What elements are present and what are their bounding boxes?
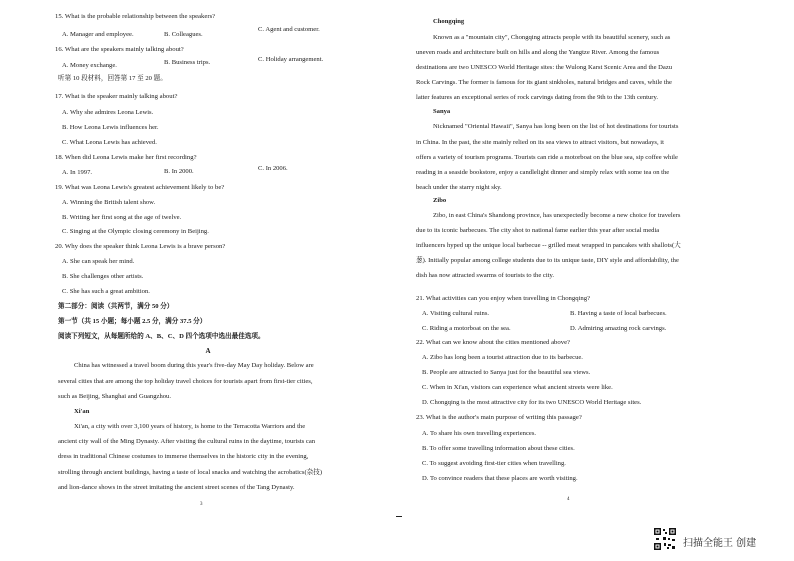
q22-option-a: A. Zibo has long been a tourist attraction due to its barbecue. — [422, 354, 583, 361]
q18-question: 18. When did Leona Lewis make her first recording? — [55, 154, 197, 161]
xian-line: ancient city wall of the Ming Dynasty. After visiting the cultural ruins in the daytime, tourists can — [58, 438, 316, 445]
chongqing-line: latter features an exceptional series of rock carvings dating from the 9th to the 13th century. — [416, 94, 658, 101]
chongqing-heading: Chongqing — [433, 18, 465, 25]
section-one-heading: 第一节（共 15 小题；每小题 2.5 分，满分 37.5 分） — [58, 318, 207, 325]
q16-option-c: C. Holiday arrangement. — [258, 56, 324, 63]
intro-line: China has witnessed a travel boom during this year's five-day May Day holiday. Below are — [74, 362, 314, 369]
chongqing-line: Rock Carvings. The former is famous for its giant sinkholes, natural bridges and caves, while the — [416, 79, 672, 86]
q15-question: 15. What is the probable relationship between the speakers? — [55, 13, 216, 20]
q20-question: 20. Why does the speaker think Leona Lewis is a brave person? — [55, 243, 226, 250]
q18-option-c: C. In 2006. — [258, 165, 288, 172]
sanya-line: beach under the starry night sky. — [416, 184, 502, 191]
page-number-right: 4 — [567, 497, 570, 502]
q16-option-b: B. Business trips. — [164, 59, 211, 66]
zibo-line: influencers hyped up the unique local barbecue -- grilled meat wrapped in pancakes with shallots(大 — [416, 242, 681, 249]
right-page — [397, 0, 794, 561]
q15-option-c: C. Agent and customer. — [258, 26, 320, 33]
q17-question: 17. What is the speaker mainly talking about? — [55, 93, 178, 100]
reading-instruction: 阅读下列短文，从每题所给的 A、B、C、D 四个选项中选出最佳选项。 — [58, 333, 265, 340]
sanya-heading: Sanya — [433, 108, 451, 115]
intro-line: such as Beijing, Shanghai and Guangzhou. — [58, 393, 171, 400]
zibo-heading: Zibo — [433, 197, 447, 204]
q23-option-d: D. To convince readers that these places are worth visiting. — [422, 475, 578, 482]
q19-option-c: C. Singing at the Olympic closing ceremony in Beijing. — [62, 228, 209, 235]
q15-option-b: B. Colleagues. — [164, 31, 203, 38]
q19-option-a: A. Winning the British talent show. — [62, 199, 156, 206]
zibo-line: 葱). Initially popular among college students due to its unique taste, DIY style and affordability, the — [416, 257, 679, 264]
q18-option-b: B. In 2000. — [164, 168, 194, 175]
chongqing-line: Known as a "mountain city", Chongqing attracts people with its beautiful scenery, such as — [433, 34, 671, 41]
q23-option-a: A. To share his own travelling experiences. — [422, 430, 537, 437]
q15-option-a: A. Manager and employee. — [62, 31, 134, 38]
page-divider-mark — [396, 516, 402, 517]
passage-label: A — [205, 347, 211, 355]
q17-option-a: A. Why she admires Leona Lewis. — [62, 109, 154, 116]
xian-line: strolling through ancient buildings, having a taste of local snacks and watching the acrobatics(杂技) — [58, 469, 323, 476]
q22-option-d: D. Chongqing is the most attractive city for its two UNESCO World Heritage sites. — [422, 399, 642, 406]
q20-option-a: A. She can speak her mind. — [62, 258, 135, 265]
q21-option-b: B. Having a taste of local barbecues. — [570, 310, 667, 317]
q17-option-c: C. What Leona Lewis has achieved. — [62, 139, 157, 146]
q21-option-c: C. Riding a motorboat on the sea. — [422, 325, 511, 332]
q19-question: 19. What was Leona Lewis's greatest achievement likely to be? — [55, 184, 225, 191]
q23-option-b: B. To offer some travelling information about these cities. — [422, 445, 575, 452]
xian-heading: Xi'an — [74, 408, 90, 415]
scanner-watermark: 扫描全能王 创建 — [683, 538, 757, 549]
chongqing-line: uneven roads and architecture built on hills and along the Yangtze River. Among the famous — [416, 49, 660, 56]
q21-question: 21. What activities can you enjoy when travelling in Chongqing? — [416, 295, 591, 302]
zibo-line: dish has now attracted swarms of tourists to the city. — [416, 272, 555, 279]
intro-line: several cities that are among the top holiday travel choices for tourists apart from first-tier cities, — [58, 378, 313, 385]
xian-line: dress in traditional Chinese costumes to immerse themselves in the historic city in the evening, — [58, 453, 309, 460]
q18-option-a: A. In 1997. — [62, 169, 93, 176]
zibo-line: Zibo, in east China's Shandong province, has unexpectedly become a new choice for travelers — [433, 212, 681, 219]
xian-line: Xi'an, a city with over 3,100 years of history, is home to the Terracotta Warriors and the — [74, 423, 306, 430]
q22-option-b: B. People are attracted to Sanya just for the beautiful sea views. — [422, 369, 591, 376]
q20-option-c: C. She has such a great ambition. — [62, 288, 150, 295]
q16-question: 16. What are the speakers mainly talking about? — [55, 46, 184, 53]
sanya-line: offers a variety of tourism programs. Tourists can ride a motorboat on the blue sea, sip coffee while — [416, 154, 678, 161]
q20-option-b: B. She challenges other artists. — [62, 273, 144, 280]
part-two-heading: 第二部分：阅读（共两节，满分 50 分） — [58, 303, 174, 310]
page-number-left: 3 — [200, 502, 203, 507]
sanya-line: Nicknamed "Oriental Hawaii", Sanya has long been on the list of hot destinations for tourists — [433, 123, 679, 130]
material-10-instruction: 听第 10 段材料，回答第 17 至 20 题。 — [58, 75, 167, 82]
q19-option-b: B. Writing her first song at the age of twelve. — [62, 214, 182, 221]
sanya-line: reading in a seaside bookstore, enjoy a candlelight dinner and simply relax with some tea on the — [416, 169, 670, 176]
chongqing-line: destinations are two UNESCO World Heritage sites: the Wulong Karst Scenic Area and the Dazu — [416, 64, 673, 71]
sanya-line: in China. In the past, the site mainly relied on its sea views to attract visitors, but nowadays, it — [416, 139, 664, 146]
q21-option-a: A. Visiting cultural ruins. — [422, 310, 490, 317]
q22-option-c: C. When in Xi'an, visitors can experience what ancient streets were like. — [422, 384, 613, 391]
q22-question: 22. What can we know about the cities mentioned above? — [416, 339, 571, 346]
q23-option-c: C. To suggest avoiding first-tier cities when travelling. — [422, 460, 566, 467]
q21-option-d: D. Admiring amazing rock carvings. — [570, 325, 667, 332]
q17-option-b: B. How Leona Lewis influences her. — [62, 124, 159, 131]
qr-code-icon — [653, 527, 677, 551]
q16-option-a: A. Money exchange. — [62, 62, 117, 69]
zibo-line: due to its iconic barbecues. The city shot to national fame earlier this year after social media — [416, 227, 660, 234]
q23-question: 23. What is the author's main purpose of writing this passage? — [416, 414, 582, 421]
xian-line: and lion-dance shows in the street imitating the ancient street scenes of the Tang Dynasty. — [58, 484, 295, 491]
